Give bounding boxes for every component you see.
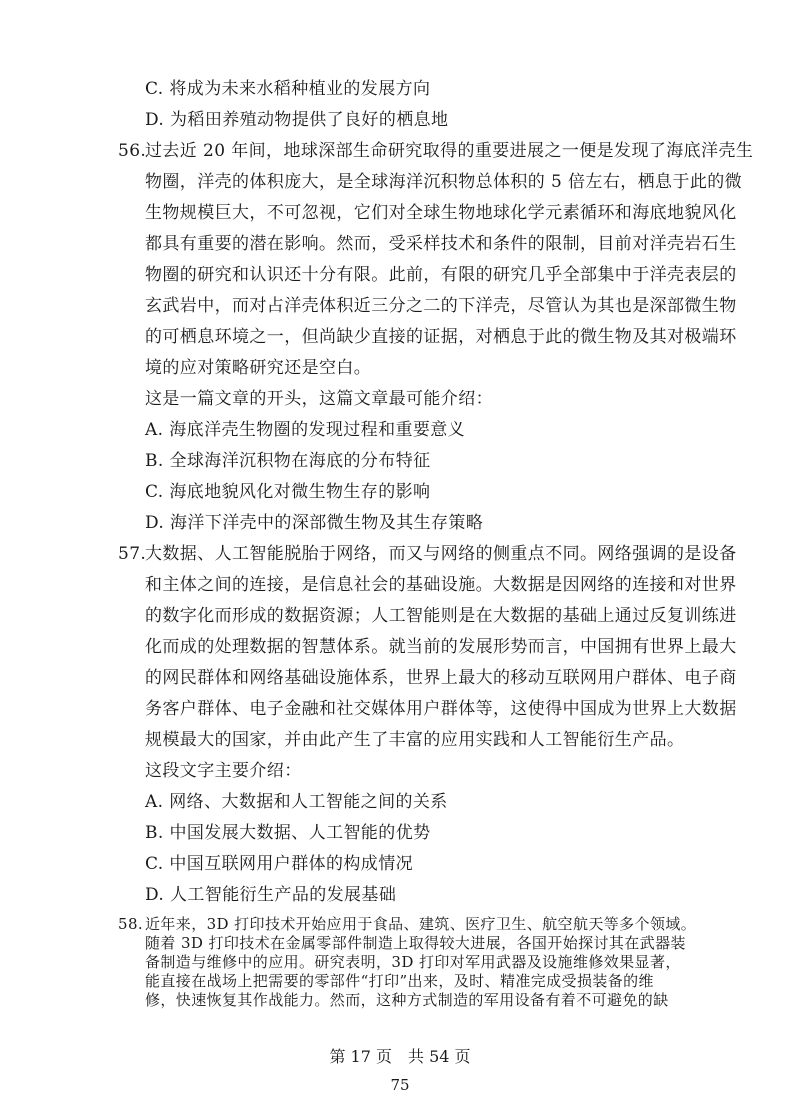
question-58-line: 近年来，3D 打印技术开始应用于食品、建筑、医疗卫生、航空航天等多个领域。 <box>145 915 697 933</box>
question-56-option-c: C. 海底地貌风化对微生物生存的影响 <box>145 482 431 502</box>
question-57-line: 规模最大的国家，并由此产生了丰富的应用实践和人工智能衍生产品。 <box>145 730 685 750</box>
question-57-line: 的数字化而形成的数据资源；人工智能则是在大数据的基础上通过反复训练进 <box>145 606 737 626</box>
question-57-line: 的网民群体和网络基础设施体系，世界上最大的移动互联网用户群体、电子商 <box>145 668 737 688</box>
question-57-line: 和主体之间的连接，是信息社会的基础设施。大数据是因网络的连接和对世界 <box>145 575 737 595</box>
question-56-line: 都具有重要的潜在影响。然而，受采样技术和条件的限制，目前对洋壳岩石生 <box>145 234 737 254</box>
question-56-line: 的可栖息环境之一，但尚缺少直接的证据，对栖息于此的微生物及其对极端环 <box>145 327 737 347</box>
question-56-prompt: 这是一篇文章的开头，这篇文章最可能介绍： <box>145 389 493 409</box>
question-57-number: 57. <box>118 544 147 564</box>
question-58-line: 能直接在战场上把需要的零部件“打印”出来，及时、精准完成受损装备的维 <box>145 972 654 990</box>
question-57-line: 务客户群体、电子金融和社交媒体用户群体等，这使得中国成为世界上大数据 <box>145 699 737 719</box>
question-56-line: 过去近 20 年间，地球深部生命研究取得的重要进展之一便是发现了海底洋壳生 <box>145 141 754 161</box>
question-57-line: 化而成的处理数据的智慧体系。就当前的发展形势而言，中国拥有世界上最大 <box>145 637 737 657</box>
page-footer-number: 75 <box>390 1076 410 1094</box>
question-56-line: 物圈，洋壳的体积庞大，是全球海洋沉积物总体积的 5 倍左右，栖息于此的微 <box>145 172 743 192</box>
question-57-option-c: C. 中国互联网用户群体的构成情况 <box>145 854 414 874</box>
question-56-line: 物圈的研究和认识还十分有限。此前，有限的研究几乎全部集中于洋壳表层的 <box>145 265 737 285</box>
question-56-number: 56. <box>118 141 147 161</box>
question-56-option-a: A. 海底洋壳生物圈的发现过程和重要意义 <box>145 420 466 440</box>
question-57-option-b: B. 中国发展大数据、人工智能的优势 <box>145 823 431 843</box>
question-58-number: 58. <box>118 915 144 933</box>
question-57-option-a: A. 网络、大数据和人工智能之间的关系 <box>145 792 448 812</box>
question-56-line: 生物规模巨大，不可忽视，它们对全球生物地球化学元素循环和海底地貌风化 <box>145 203 737 223</box>
question-58-line: 随着 3D 打印技术在金属零部件制造上取得较大进展，各国开始探讨其在武器装 <box>145 934 686 952</box>
question-56-option-b: B. 全球海洋沉积物在海底的分布特征 <box>145 451 431 471</box>
question-57-prompt: 这段文字主要介绍： <box>145 761 302 781</box>
question-56-line: 玄武岩中，而对占洋壳体积近三分之二的下洋壳，尽管认为其也是深部微生物 <box>145 296 737 316</box>
prev-option-d: D. 为稻田养殖动物提供了良好的栖息地 <box>145 110 449 130</box>
prev-option-c: C. 将成为未来水稻种植业的发展方向 <box>145 79 431 99</box>
question-57-option-d: D. 人工智能衍生产品的发展基础 <box>145 885 397 905</box>
question-56-option-d: D. 海洋下洋壳中的深部微生物及其生存策略 <box>145 513 484 533</box>
question-57-line: 大数据、人工智能脱胎于网络，而又与网络的侧重点不同。网络强调的是设备 <box>145 544 737 564</box>
question-58-line: 修，快速恢复其作战能力。然而，这种方式制造的军用设备有着不可避免的缺 <box>145 991 669 1009</box>
page-footer-label: 第 17 页 共 54 页 <box>329 1047 471 1066</box>
question-56-line: 境的应对策略研究还是空白。 <box>145 358 372 378</box>
question-58-line: 备制造与维修中的应用。研究表明，3D 打印对军用武器及设施维修效果显著， <box>145 953 681 971</box>
